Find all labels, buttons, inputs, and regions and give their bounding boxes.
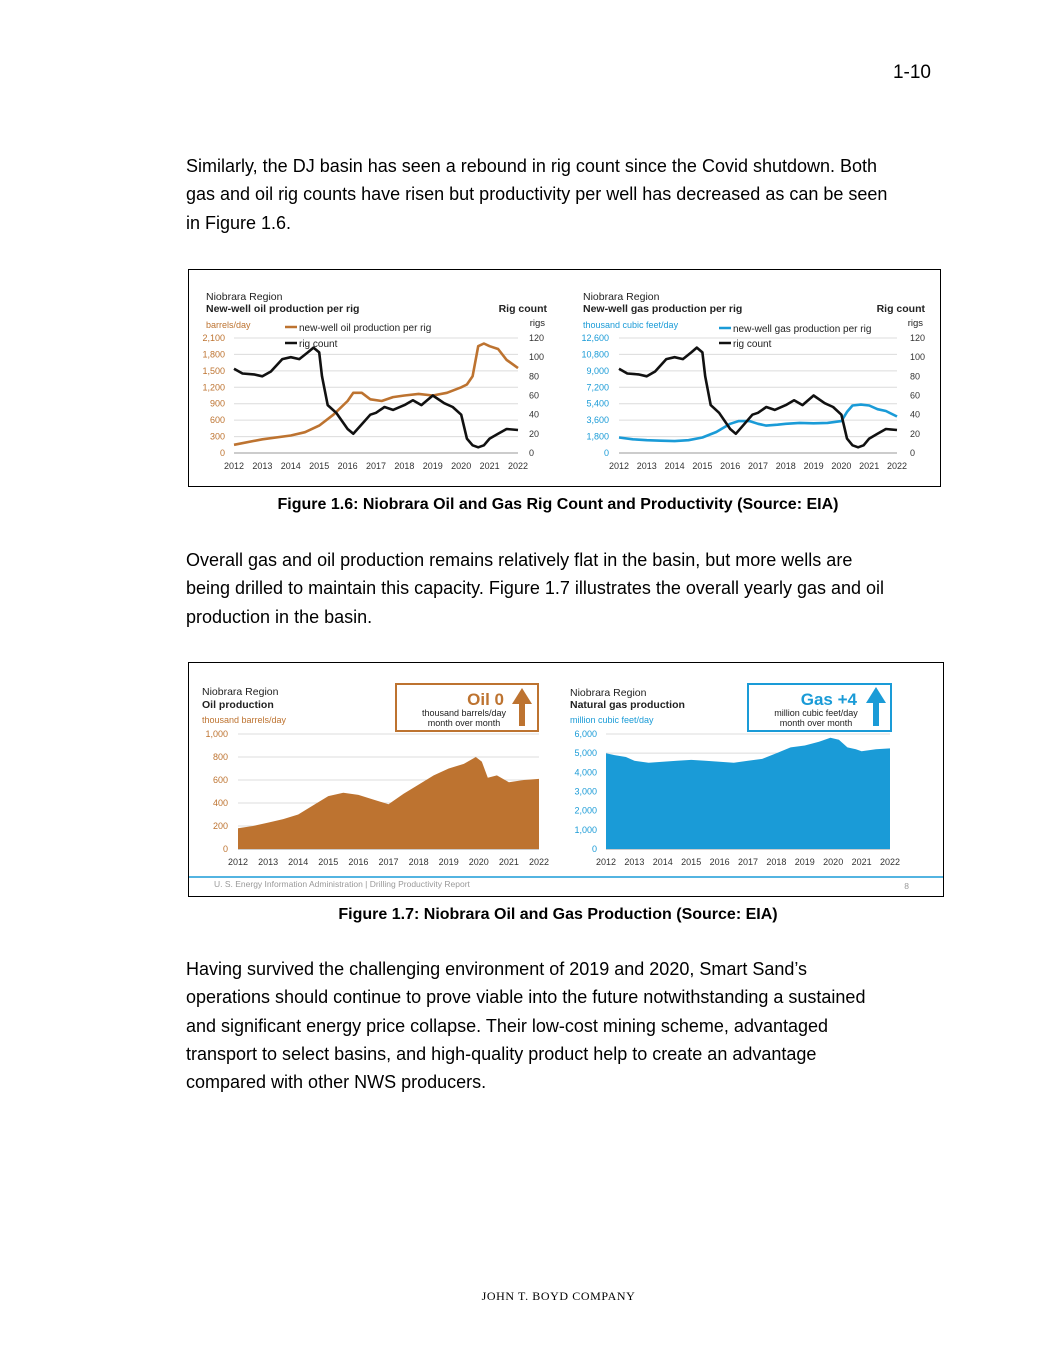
text-line: Overall gas and oil production remains relatively flat in the basin, but more wells are [186, 550, 853, 570]
y-axis-label: thousand barrels/day [202, 715, 287, 725]
x-tick-label: 2015 [309, 461, 330, 471]
x-tick-label: 2018 [766, 857, 787, 867]
y-tick-label: 200 [212, 821, 228, 831]
y-tick-label: 1,000 [205, 729, 228, 739]
x-tick-label: 2015 [318, 857, 339, 867]
x-tick-label: 2016 [348, 857, 369, 867]
chart-region: Niobrara Region [202, 686, 279, 698]
y2-tick-label: 80 [529, 371, 540, 382]
paragraph-production-flat [186, 546, 946, 631]
text-line: transport to select basins, and high-quality product help to create an advantage [186, 1043, 817, 1064]
x-tick-label: 2016 [337, 461, 358, 471]
x-tick-label: 2021 [479, 461, 500, 471]
y-tick-label: 1,200 [202, 382, 225, 393]
callout-unit: million cubic feet/day [774, 708, 858, 718]
text-line: Having survived the challenging environment of 2019 and 2020, Smart Sand’s [186, 959, 808, 979]
text-line: operations should continue to prove viable into the future notwithstanding a sustained [186, 987, 866, 1008]
chart-oil-per-rig [202, 291, 547, 471]
x-tick-label: 2022 [886, 461, 908, 471]
x-tick-label: 2017 [365, 461, 387, 471]
y-tick-label: 4,000 [574, 767, 597, 778]
legend-rig-count: rig count [733, 339, 772, 350]
y-tick-label: 0 [591, 844, 597, 854]
page-number: 1-10 [892, 62, 931, 83]
area-series [606, 738, 890, 849]
production-line [234, 344, 518, 445]
x-tick-label: 2019 [803, 461, 824, 471]
y-tick-label: 0 [219, 448, 225, 458]
production-line [619, 405, 897, 442]
y2-axis-title: Rig count [498, 303, 547, 315]
y2-axis-label: rigs [529, 318, 545, 329]
paragraph-dj-basin [186, 152, 946, 237]
chart-title: Oil production [202, 699, 274, 711]
y-tick-label: 0 [603, 448, 609, 458]
callout-period: month over month [779, 718, 853, 728]
x-tick-label: 2013 [624, 857, 645, 867]
text-line: in Figure 1.6. [186, 212, 292, 233]
chart-region: Niobrara Region [570, 687, 647, 699]
x-tick-label: 2020 [468, 857, 489, 867]
y-axis-label: million cubic feet/day [570, 715, 654, 725]
y-tick-label: 300 [209, 431, 225, 442]
x-tick-label: 2016 [720, 461, 741, 471]
text-line: gas and oil rig counts have risen but productivity per well has decreased as can be seen [186, 184, 888, 205]
text-line: Similarly, the DJ basin has seen a rebound in rig count since the Covid shutdown. Both [186, 156, 878, 176]
y-tick-label: 400 [212, 798, 228, 808]
x-tick-label: 2014 [652, 857, 673, 867]
x-tick-label: 2019 [794, 857, 815, 867]
y-tick-label: 12,600 [581, 333, 609, 343]
report-footer-source: U. S. Energy Information Administration | Drilling Productivity Report [214, 879, 470, 889]
y-tick-label: 5,000 [574, 748, 597, 759]
y2-tick-label: 40 [529, 409, 540, 420]
x-tick-label: 2013 [252, 461, 273, 471]
x-tick-label: 2022 [879, 857, 901, 867]
y2-tick-label: 120 [529, 333, 545, 343]
chart-title: New-well gas production per rig [583, 303, 743, 315]
y2-tick-label: 20 [910, 428, 921, 439]
y2-tick-label: 80 [910, 371, 921, 382]
paragraph-smart-sand [186, 955, 946, 1096]
x-tick-label: 2018 [775, 461, 796, 471]
text-line: being drilled to maintain this capacity. Figure 1.7 illustrates the overall yearly gas and oil [186, 578, 885, 599]
chart-region: Niobrara Region [206, 291, 283, 303]
callout-period: month over month [427, 718, 501, 728]
x-tick-label: 2020 [823, 857, 844, 867]
x-tick-label: 2012 [595, 857, 617, 867]
x-tick-label: 2013 [258, 857, 279, 867]
rig-count-line [619, 348, 897, 448]
y-axis-label: barrels/day [206, 320, 251, 330]
y-tick-label: 6,000 [574, 729, 597, 739]
x-tick-label: 2015 [692, 461, 713, 471]
chart-gas-per-rig [581, 291, 925, 471]
x-tick-label: 2017 [747, 461, 769, 471]
y-tick-label: 9,000 [586, 365, 609, 376]
x-tick-label: 2014 [664, 461, 685, 471]
y-tick-label: 2,100 [202, 333, 225, 343]
legend-rig-count: rig count [299, 339, 338, 350]
text-line: production in the basin. [186, 606, 373, 627]
figure-1-7 [188, 662, 944, 897]
x-tick-label: 2021 [859, 461, 880, 471]
y-tick-label: 800 [212, 752, 228, 762]
x-tick-label: 2012 [223, 461, 245, 471]
x-tick-label: 2022 [507, 461, 529, 471]
chart-gas-production [570, 684, 900, 867]
y-tick-label: 600 [209, 415, 225, 426]
x-tick-label: 2013 [636, 461, 657, 471]
y-tick-label: 3,000 [574, 786, 597, 797]
y-tick-label: 1,500 [202, 365, 225, 376]
x-tick-label: 2014 [288, 857, 309, 867]
y2-tick-label: 120 [910, 333, 926, 343]
y2-tick-label: 20 [529, 428, 540, 439]
chart-title: Natural gas production [570, 699, 685, 711]
y2-tick-label: 40 [910, 409, 921, 420]
callout-value: Gas +4 [800, 690, 857, 709]
chart-title: New-well oil production per rig [206, 303, 360, 315]
y-tick-label: 0 [222, 844, 228, 854]
y2-tick-label: 100 [529, 352, 545, 363]
text-line: and significant energy price collapse. Their low-cost mining scheme, advantaged [186, 1015, 829, 1036]
chart-oil-production [202, 684, 549, 867]
y-tick-label: 3,600 [586, 415, 609, 426]
y2-tick-label: 60 [529, 390, 540, 401]
company-footer: JOHN T. BOYD COMPANY [481, 1289, 636, 1303]
x-tick-label: 2022 [528, 857, 550, 867]
text-line: compared with other NWS producers. [186, 1072, 487, 1093]
y-tick-label: 900 [209, 398, 225, 409]
callout-unit: thousand barrels/day [421, 708, 507, 718]
x-tick-label: 2017 [378, 857, 399, 867]
x-tick-label: 2018 [408, 857, 429, 867]
y-tick-label: 1,800 [586, 431, 609, 442]
x-tick-label: 2021 [851, 857, 872, 867]
figure-1-6 [188, 269, 941, 487]
y-tick-label: 7,200 [586, 382, 609, 393]
legend-oil-per-rig: new-well oil production per rig [299, 323, 432, 334]
legend-gas-per-rig: new-well gas production per rig [733, 324, 872, 335]
y-tick-label: 1,800 [202, 349, 225, 360]
x-tick-label: 2020 [831, 461, 852, 471]
callout-value: Oil 0 [467, 690, 504, 709]
report-footer-page: 8 [904, 881, 909, 891]
x-tick-label: 2012 [227, 857, 249, 867]
figure-1-6-caption: Figure 1.6: Niobrara Oil and Gas Rig Count and Productivity (Source: EIA) [277, 496, 839, 513]
y-tick-label: 10,800 [581, 349, 609, 360]
x-tick-label: 2018 [394, 461, 415, 471]
y2-tick-label: 0 [529, 448, 535, 458]
y-tick-label: 5,400 [586, 398, 609, 409]
y2-tick-label: 0 [910, 448, 916, 458]
x-tick-label: 2020 [451, 461, 472, 471]
chart-region: Niobrara Region [583, 291, 660, 303]
x-tick-label: 2019 [438, 857, 459, 867]
x-tick-label: 2012 [608, 461, 630, 471]
x-tick-label: 2021 [498, 857, 519, 867]
x-tick-label: 2019 [422, 461, 443, 471]
y-tick-label: 1,000 [574, 824, 597, 835]
y2-tick-label: 60 [910, 390, 921, 401]
figure-1-7-caption: Figure 1.7: Niobrara Oil and Gas Production (Source: EIA) [338, 906, 778, 923]
y-tick-label: 2,000 [574, 805, 597, 816]
x-tick-label: 2014 [280, 461, 301, 471]
y-axis-label: thousand cubic feet/day [583, 320, 679, 330]
x-tick-label: 2015 [681, 857, 702, 867]
y2-tick-label: 100 [910, 352, 926, 363]
y2-axis-label: rigs [907, 318, 923, 329]
x-tick-label: 2017 [737, 857, 759, 867]
gas-callout [748, 684, 891, 731]
oil-callout [396, 684, 538, 731]
y-tick-label: 600 [212, 775, 228, 785]
y2-axis-title: Rig count [876, 303, 925, 315]
x-tick-label: 2016 [709, 857, 730, 867]
